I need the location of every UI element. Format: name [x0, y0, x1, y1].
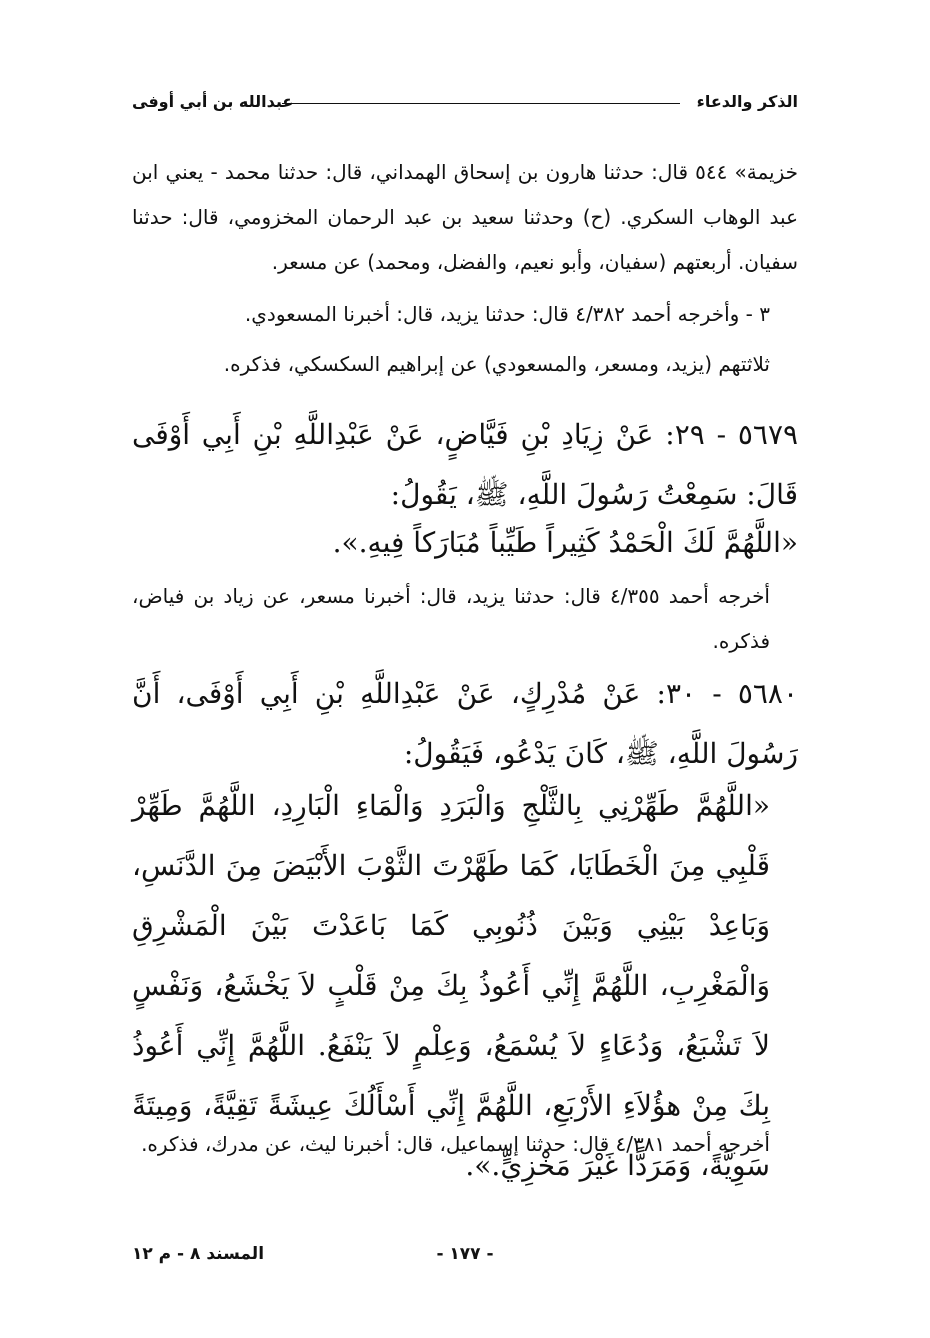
- page-number: - ١٧٧ -: [436, 1244, 494, 1264]
- hadith-5679-isnad: ٥٦٧٩ - ٢٩: عَنْ زِيَادِ بْنِ فَيَّاضٍ، عَنْ عَبْدِاللَّهِ بْنِ أَبِي أَوْفَى قَالَ: سَمِعْتُ رَسُولَ اللَّهِ، ﷺ، يَقُولُ:: [132, 418, 799, 511]
- running-header: [132, 88, 798, 122]
- takhrij-continuation: خزيمة» ٥٤٤ قال: حدثنا هارون بن إسحاق الهمداني، قال: حدثنا محمد - يعني ابن عبد الوهاب السكري. (ح) وحدثنا سعيد بن عبد الرحمان المخزومي، قال: حدثنا سفيان. أربعتهم (سفيان، وأبو نعيم، والفضل، ومحمد) عن مسعر.: [132, 160, 799, 274]
- takhrij-item-3: ٣ - وأخرجه أحمد ٤/٣٨٢ قال: حدثنا يزيد، قال: أخبرنا المسعودي.: [244, 302, 770, 326]
- hadith-5679-takhrij: أخرجه أحمد ٤/٣٥٥ قال: حدثنا يزيد، قال: أخبرنا مسعر، عن زياد بن فياض، فذكره.: [132, 584, 770, 653]
- page-footer: [132, 1244, 798, 1274]
- header-rule: [282, 103, 680, 104]
- header-narrator-title: عبدالله بن أبي أوفى: [132, 92, 294, 111]
- takhrij-summary: ثلاثتهم (يزيد، ومسعر، والمسعودي) عن إبراهيم السكسكي، فذكره.: [223, 352, 770, 376]
- signature-mark: المسند ٨ - م ١٢: [132, 1244, 265, 1264]
- hadith-5680-isnad: ٥٦٨٠ - ٣٠: عَنْ مُدْرِكٍ، عَنْ عَبْدِاللَّهِ بْنِ أَبِي أَوْفَى، أَنَّ رَسُولَ اللَّهِ، ﷺ، كَانَ يَدْعُو، فَيَقُولُ:: [132, 677, 798, 770]
- header-section-title: الذكر والدعاء: [696, 92, 798, 111]
- hadith-5680-takhrij: أخرجه أحمد ٤/٣٨١ قال: حدثنا إسماعيل، قال: أخبرنا ليث، عن مدرك، فذكره.: [141, 1132, 770, 1156]
- hadith-5680-matn: «اللَّهُمَّ طَهِّرْنِي بِالثَّلْجِ وَالْبَرَدِ وَالْمَاءِ الْبَارِدِ، اللَّهُمَّ طَهِّرْ قَلْبِي مِنَ الْخَطَايَا، كَمَا طَهَّرْتَ الثَّوْبَ الأَبْيَضَ مِنَ الدَّنَسِ، وَبَاعِدْ بَيْنِي وَبَيْنَ ذُنُوبِي كَمَا بَاعَدْتَ بَيْنَ الْمَشْرِقِ وَالْمَغْرِبِ، اللَّهُمَّ إِنِّي أَعُوذُ بِكَ مِنْ قَلْبٍ لاَ يَخْشَعُ، وَنَفْسٍ لاَ تَشْبَعُ، وَدُعَاءٍ لاَ يُسْمَعُ، وَعِلْمٍ لاَ يَنْفَعُ. اللَّهُمَّ إِنِّي أَعُوذُ بِكَ مِنْ هؤُلاَءِ الأَرْبَعِ، اللَّهُمَّ إِنِّي أَسْأَلُكَ عِيشَةً تَقِيَّةً، وَمِيتَةً سَوِيَّةً، وَمَرَدًّا غَيْرَ مَخْزِيٍّ.».: [132, 789, 770, 1182]
- hadith-5679-matn: «اللَّهُمَّ لَكَ الْحَمْدُ كَثِيراً طَيِّباً مُبَارَكاً فِيهِ.».: [332, 526, 798, 559]
